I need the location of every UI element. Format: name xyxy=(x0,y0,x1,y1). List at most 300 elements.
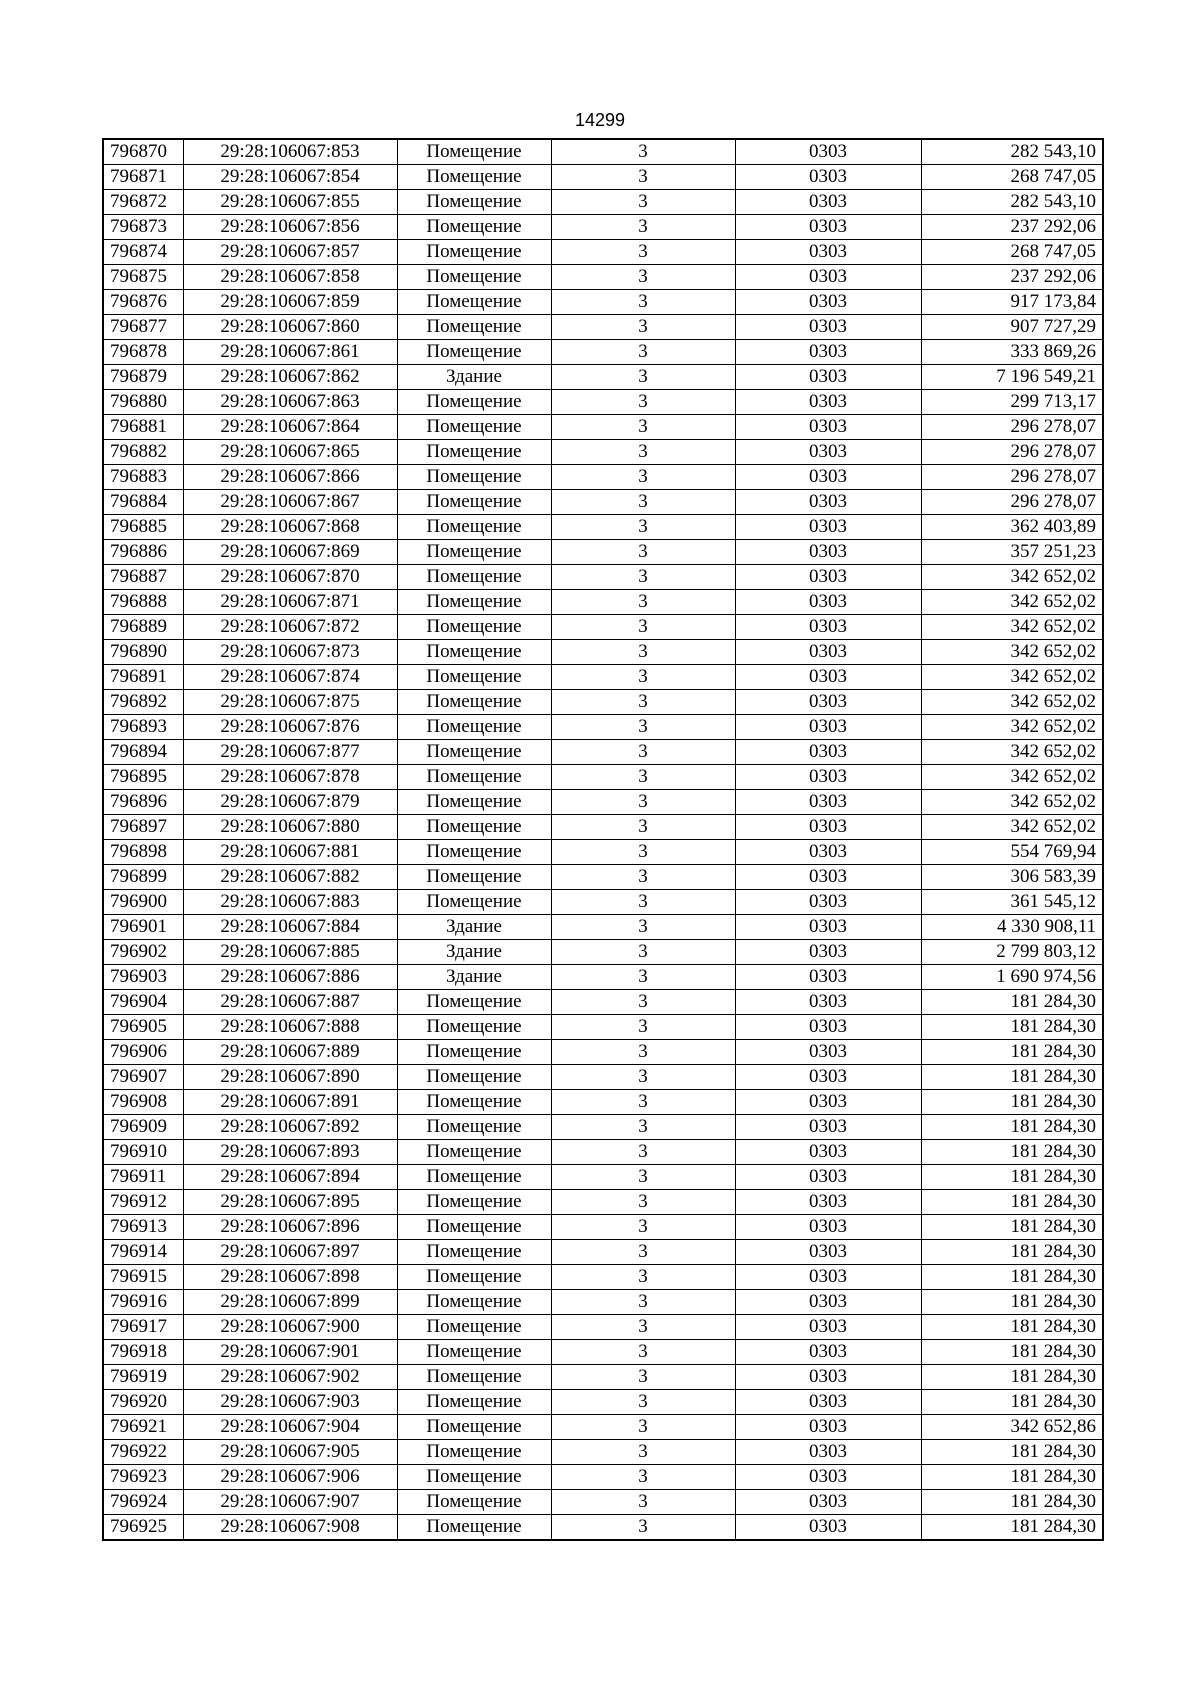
code-cell: 3 xyxy=(551,690,735,715)
object-type-cell: Помещение xyxy=(397,215,551,240)
code-cell: 3 xyxy=(551,840,735,865)
table-row xyxy=(103,1190,1103,1215)
okato-cell: 0303 xyxy=(735,740,921,765)
cadastral-number-cell: 29:28:106067:872 xyxy=(183,615,397,640)
cadastral-value-cell: 907 727,29 xyxy=(921,315,1103,340)
okato-cell: 0303 xyxy=(735,190,921,215)
object-type-cell: Помещение xyxy=(397,565,551,590)
code-cell: 3 xyxy=(551,640,735,665)
table-row xyxy=(103,815,1103,840)
table-row xyxy=(103,1140,1103,1165)
cadastral-value-cell: 181 284,30 xyxy=(921,1290,1103,1315)
object-type-cell: Помещение xyxy=(397,665,551,690)
cadastral-number-cell: 29:28:106067:881 xyxy=(183,840,397,865)
code-cell: 3 xyxy=(551,1240,735,1265)
cadastral-value-cell: 181 284,30 xyxy=(921,1190,1103,1215)
code-cell: 3 xyxy=(551,1215,735,1240)
cadastral-number-cell: 29:28:106067:875 xyxy=(183,690,397,715)
row-number-cell: 796902 xyxy=(103,940,183,965)
object-type-cell: Здание xyxy=(397,915,551,940)
cadastral-number-cell: 29:28:106067:883 xyxy=(183,890,397,915)
code-cell: 3 xyxy=(551,1465,735,1490)
cadastral-number-cell: 29:28:106067:889 xyxy=(183,1040,397,1065)
table-row xyxy=(103,1215,1103,1240)
object-type-cell: Помещение xyxy=(397,615,551,640)
code-cell: 3 xyxy=(551,990,735,1015)
object-type-cell: Помещение xyxy=(397,515,551,540)
object-type-cell: Помещение xyxy=(397,240,551,265)
okato-cell: 0303 xyxy=(735,940,921,965)
object-type-cell: Помещение xyxy=(397,990,551,1015)
object-type-cell: Помещение xyxy=(397,1240,551,1265)
code-cell: 3 xyxy=(551,365,735,390)
cadastral-value-cell: 181 284,30 xyxy=(921,1265,1103,1290)
cadastral-number-cell: 29:28:106067:871 xyxy=(183,590,397,615)
cadastral-number-cell: 29:28:106067:874 xyxy=(183,665,397,690)
row-number-cell: 796882 xyxy=(103,440,183,465)
cadastral-number-cell: 29:28:106067:906 xyxy=(183,1465,397,1490)
row-number-cell: 796893 xyxy=(103,715,183,740)
row-number-cell: 796894 xyxy=(103,740,183,765)
table-row xyxy=(103,715,1103,740)
object-type-cell: Помещение xyxy=(397,1315,551,1340)
row-number-cell: 796923 xyxy=(103,1465,183,1490)
page-number: 14299 xyxy=(574,110,626,130)
cadastral-value-cell: 296 278,07 xyxy=(921,440,1103,465)
code-cell: 3 xyxy=(551,815,735,840)
object-type-cell: Помещение xyxy=(397,790,551,815)
okato-cell: 0303 xyxy=(735,440,921,465)
table-row xyxy=(103,1240,1103,1265)
okato-cell: 0303 xyxy=(735,490,921,515)
table-row xyxy=(103,965,1103,990)
okato-cell: 0303 xyxy=(735,1490,921,1515)
row-number-cell: 796924 xyxy=(103,1490,183,1515)
object-type-cell: Помещение xyxy=(397,815,551,840)
code-cell: 3 xyxy=(551,665,735,690)
object-type-cell: Помещение xyxy=(397,765,551,790)
object-type-cell: Помещение xyxy=(397,1290,551,1315)
table-row xyxy=(103,990,1103,1015)
cadastral-value-cell: 1 690 974,56 xyxy=(921,965,1103,990)
cadastral-number-cell: 29:28:106067:856 xyxy=(183,215,397,240)
okato-cell: 0303 xyxy=(735,515,921,540)
cadastral-number-cell: 29:28:106067:865 xyxy=(183,440,397,465)
object-type-cell: Помещение xyxy=(397,1190,551,1215)
okato-cell: 0303 xyxy=(735,1215,921,1240)
cadastral-value-cell: 282 543,10 xyxy=(921,190,1103,215)
cadastral-number-cell: 29:28:106067:907 xyxy=(183,1490,397,1515)
object-type-cell: Помещение xyxy=(397,190,551,215)
okato-cell: 0303 xyxy=(735,1140,921,1165)
table-row xyxy=(103,340,1103,365)
code-cell: 3 xyxy=(551,1115,735,1140)
code-cell: 3 xyxy=(551,1290,735,1315)
cadastral-value-cell: 181 284,30 xyxy=(921,1340,1103,1365)
object-type-cell: Помещение xyxy=(397,1465,551,1490)
code-cell: 3 xyxy=(551,615,735,640)
row-number-cell: 796901 xyxy=(103,915,183,940)
object-type-cell: Помещение xyxy=(397,165,551,190)
okato-cell: 0303 xyxy=(735,765,921,790)
okato-cell: 0303 xyxy=(735,1340,921,1365)
object-type-cell: Помещение xyxy=(397,290,551,315)
row-number-cell: 796891 xyxy=(103,665,183,690)
cadastral-value-cell: 361 545,12 xyxy=(921,890,1103,915)
row-number-cell: 796909 xyxy=(103,1115,183,1140)
object-type-cell: Помещение xyxy=(397,1415,551,1440)
code-cell: 3 xyxy=(551,1165,735,1190)
code-cell: 3 xyxy=(551,1490,735,1515)
row-number-cell: 796905 xyxy=(103,1015,183,1040)
cadastral-number-cell: 29:28:106067:884 xyxy=(183,915,397,940)
object-type-cell: Помещение xyxy=(397,1015,551,1040)
row-number-cell: 796903 xyxy=(103,965,183,990)
okato-cell: 0303 xyxy=(735,665,921,690)
okato-cell: 0303 xyxy=(735,715,921,740)
cadastral-number-cell: 29:28:106067:905 xyxy=(183,1440,397,1465)
object-type-cell: Помещение xyxy=(397,1490,551,1515)
cadastral-value-cell: 333 869,26 xyxy=(921,340,1103,365)
cadastral-value-cell: 357 251,23 xyxy=(921,540,1103,565)
code-cell: 3 xyxy=(551,890,735,915)
object-type-cell: Помещение xyxy=(397,265,551,290)
object-type-cell: Помещение xyxy=(397,715,551,740)
code-cell: 3 xyxy=(551,340,735,365)
cadastral-value-cell: 296 278,07 xyxy=(921,415,1103,440)
okato-cell: 0303 xyxy=(735,840,921,865)
code-cell: 3 xyxy=(551,565,735,590)
row-number-cell: 796908 xyxy=(103,1090,183,1115)
code-cell: 3 xyxy=(551,265,735,290)
okato-cell: 0303 xyxy=(735,1090,921,1115)
cadastral-number-cell: 29:28:106067:855 xyxy=(183,190,397,215)
cadastral-value-cell: 181 284,30 xyxy=(921,1390,1103,1415)
okato-cell: 0303 xyxy=(735,290,921,315)
cadastral-value-cell: 296 278,07 xyxy=(921,465,1103,490)
okato-cell: 0303 xyxy=(735,1240,921,1265)
okato-cell: 0303 xyxy=(735,1190,921,1215)
cadastral-value-cell: 237 292,06 xyxy=(921,265,1103,290)
cadastral-value-cell: 342 652,86 xyxy=(921,1415,1103,1440)
code-cell: 3 xyxy=(551,440,735,465)
cadastral-value-cell: 342 652,02 xyxy=(921,590,1103,615)
cadastral-value-table xyxy=(102,138,1104,1541)
cadastral-value-cell: 362 403,89 xyxy=(921,515,1103,540)
table-row xyxy=(103,590,1103,615)
code-cell: 3 xyxy=(551,1065,735,1090)
table-row xyxy=(103,365,1103,390)
cadastral-number-cell: 29:28:106067:894 xyxy=(183,1165,397,1190)
okato-cell: 0303 xyxy=(735,1040,921,1065)
table-row xyxy=(103,565,1103,590)
table-row xyxy=(103,1440,1103,1465)
cadastral-value-cell: 237 292,06 xyxy=(921,215,1103,240)
cadastral-number-cell: 29:28:106067:879 xyxy=(183,790,397,815)
row-number-cell: 796921 xyxy=(103,1415,183,1440)
cadastral-value-cell: 181 284,30 xyxy=(921,1215,1103,1240)
row-number-cell: 796874 xyxy=(103,240,183,265)
cadastral-number-cell: 29:28:106067:866 xyxy=(183,465,397,490)
table-row xyxy=(103,390,1103,415)
okato-cell: 0303 xyxy=(735,790,921,815)
row-number-cell: 796875 xyxy=(103,265,183,290)
row-number-cell: 796913 xyxy=(103,1215,183,1240)
object-type-cell: Помещение xyxy=(397,1215,551,1240)
okato-cell: 0303 xyxy=(735,865,921,890)
table-row xyxy=(103,240,1103,265)
cadastral-value-cell: 342 652,02 xyxy=(921,665,1103,690)
okato-cell: 0303 xyxy=(735,1115,921,1140)
row-number-cell: 796898 xyxy=(103,840,183,865)
row-number-cell: 796872 xyxy=(103,190,183,215)
row-number-cell: 796896 xyxy=(103,790,183,815)
object-type-cell: Помещение xyxy=(397,590,551,615)
row-number-cell: 796916 xyxy=(103,1290,183,1315)
row-number-cell: 796920 xyxy=(103,1390,183,1415)
cadastral-value-cell: 181 284,30 xyxy=(921,1315,1103,1340)
row-number-cell: 796897 xyxy=(103,815,183,840)
object-type-cell: Здание xyxy=(397,940,551,965)
table-row xyxy=(103,415,1103,440)
okato-cell: 0303 xyxy=(735,1065,921,1090)
row-number-cell: 796925 xyxy=(103,1515,183,1541)
table-row xyxy=(103,440,1103,465)
cadastral-value-cell: 181 284,30 xyxy=(921,1040,1103,1065)
table-row xyxy=(103,1315,1103,1340)
object-type-cell: Помещение xyxy=(397,1390,551,1415)
cadastral-value-cell: 181 284,30 xyxy=(921,1490,1103,1515)
cadastral-number-cell: 29:28:106067:862 xyxy=(183,365,397,390)
object-type-cell: Помещение xyxy=(397,139,551,165)
cadastral-number-cell: 29:28:106067:888 xyxy=(183,1015,397,1040)
code-cell: 3 xyxy=(551,490,735,515)
table-row xyxy=(103,515,1103,540)
table-row xyxy=(103,540,1103,565)
code-cell: 3 xyxy=(551,240,735,265)
okato-cell: 0303 xyxy=(735,390,921,415)
cadastral-number-cell: 29:28:106067:899 xyxy=(183,1290,397,1315)
object-type-cell: Помещение xyxy=(397,740,551,765)
code-cell: 3 xyxy=(551,139,735,165)
cadastral-value-cell: 7 196 549,21 xyxy=(921,365,1103,390)
okato-cell: 0303 xyxy=(735,240,921,265)
cadastral-value-cell: 917 173,84 xyxy=(921,290,1103,315)
table-row xyxy=(103,940,1103,965)
row-number-cell: 796910 xyxy=(103,1140,183,1165)
row-number-cell: 796885 xyxy=(103,515,183,540)
row-number-cell: 796899 xyxy=(103,865,183,890)
code-cell: 3 xyxy=(551,1340,735,1365)
cadastral-number-cell: 29:28:106067:895 xyxy=(183,1190,397,1215)
okato-cell: 0303 xyxy=(735,315,921,340)
object-type-cell: Помещение xyxy=(397,1115,551,1140)
cadastral-value-cell: 181 284,30 xyxy=(921,1240,1103,1265)
row-number-cell: 796890 xyxy=(103,640,183,665)
table-row xyxy=(103,915,1103,940)
cadastral-number-cell: 29:28:106067:857 xyxy=(183,240,397,265)
cadastral-number-cell: 29:28:106067:897 xyxy=(183,1240,397,1265)
table-row xyxy=(103,1165,1103,1190)
row-number-cell: 796870 xyxy=(103,139,183,165)
cadastral-number-cell: 29:28:106067:868 xyxy=(183,515,397,540)
cadastral-value-cell: 342 652,02 xyxy=(921,640,1103,665)
object-type-cell: Помещение xyxy=(397,465,551,490)
cadastral-value-cell: 181 284,30 xyxy=(921,1440,1103,1465)
cadastral-value-cell: 342 652,02 xyxy=(921,690,1103,715)
okato-cell: 0303 xyxy=(735,265,921,290)
okato-cell: 0303 xyxy=(735,1265,921,1290)
table-row xyxy=(103,1290,1103,1315)
code-cell: 3 xyxy=(551,740,735,765)
okato-cell: 0303 xyxy=(735,690,921,715)
row-number-cell: 796895 xyxy=(103,765,183,790)
cadastral-number-cell: 29:28:106067:901 xyxy=(183,1340,397,1365)
cadastral-number-cell: 29:28:106067:898 xyxy=(183,1265,397,1290)
row-number-cell: 796884 xyxy=(103,490,183,515)
row-number-cell: 796915 xyxy=(103,1265,183,1290)
cadastral-value-cell: 342 652,02 xyxy=(921,765,1103,790)
row-number-cell: 796917 xyxy=(103,1315,183,1340)
code-cell: 3 xyxy=(551,1440,735,1465)
okato-cell: 0303 xyxy=(735,1465,921,1490)
table-row xyxy=(103,1365,1103,1390)
cadastral-value-cell: 342 652,02 xyxy=(921,615,1103,640)
object-type-cell: Помещение xyxy=(397,315,551,340)
object-type-cell: Помещение xyxy=(397,490,551,515)
row-number-cell: 796906 xyxy=(103,1040,183,1065)
table-row xyxy=(103,790,1103,815)
okato-cell: 0303 xyxy=(735,615,921,640)
object-type-cell: Помещение xyxy=(397,1165,551,1190)
cadastral-number-cell: 29:28:106067:869 xyxy=(183,540,397,565)
okato-cell: 0303 xyxy=(735,1015,921,1040)
code-cell: 3 xyxy=(551,915,735,940)
okato-cell: 0303 xyxy=(735,1365,921,1390)
cadastral-value-cell: 268 747,05 xyxy=(921,240,1103,265)
cadastral-value-cell: 181 284,30 xyxy=(921,990,1103,1015)
cadastral-number-cell: 29:28:106067:864 xyxy=(183,415,397,440)
cadastral-value-cell: 342 652,02 xyxy=(921,790,1103,815)
cadastral-number-cell: 29:28:106067:878 xyxy=(183,765,397,790)
row-number-cell: 796914 xyxy=(103,1240,183,1265)
cadastral-value-cell: 181 284,30 xyxy=(921,1065,1103,1090)
object-type-cell: Помещение xyxy=(397,1515,551,1541)
row-number-cell: 796922 xyxy=(103,1440,183,1465)
okato-cell: 0303 xyxy=(735,1315,921,1340)
cadastral-value-cell: 181 284,30 xyxy=(921,1015,1103,1040)
row-number-cell: 796900 xyxy=(103,890,183,915)
cadastral-number-cell: 29:28:106067:880 xyxy=(183,815,397,840)
object-type-cell: Помещение xyxy=(397,1065,551,1090)
cadastral-value-cell: 342 652,02 xyxy=(921,815,1103,840)
cadastral-number-cell: 29:28:106067:867 xyxy=(183,490,397,515)
object-type-cell: Помещение xyxy=(397,415,551,440)
cadastral-number-cell: 29:28:106067:903 xyxy=(183,1390,397,1415)
okato-cell: 0303 xyxy=(735,540,921,565)
okato-cell: 0303 xyxy=(735,415,921,440)
cadastral-value-cell: 181 284,30 xyxy=(921,1365,1103,1390)
row-number-cell: 796889 xyxy=(103,615,183,640)
code-cell: 3 xyxy=(551,290,735,315)
okato-cell: 0303 xyxy=(735,365,921,390)
code-cell: 3 xyxy=(551,1265,735,1290)
cadastral-number-cell: 29:28:106067:890 xyxy=(183,1065,397,1090)
object-type-cell: Помещение xyxy=(397,840,551,865)
cadastral-number-cell: 29:28:106067:887 xyxy=(183,990,397,1015)
table-row xyxy=(103,315,1103,340)
cadastral-value-cell: 282 543,10 xyxy=(921,139,1103,165)
cadastral-number-cell: 29:28:106067:870 xyxy=(183,565,397,590)
cadastral-number-cell: 29:28:106067:854 xyxy=(183,165,397,190)
cadastral-value-cell: 181 284,30 xyxy=(921,1165,1103,1190)
cadastral-number-cell: 29:28:106067:891 xyxy=(183,1090,397,1115)
row-number-cell: 796886 xyxy=(103,540,183,565)
table-row xyxy=(103,1040,1103,1065)
code-cell: 3 xyxy=(551,390,735,415)
table-row xyxy=(103,890,1103,915)
table-row xyxy=(103,840,1103,865)
cadastral-number-cell: 29:28:106067:882 xyxy=(183,865,397,890)
row-number-cell: 796876 xyxy=(103,290,183,315)
object-type-cell: Здание xyxy=(397,965,551,990)
row-number-cell: 796873 xyxy=(103,215,183,240)
table-row xyxy=(103,1115,1103,1140)
object-type-cell: Помещение xyxy=(397,340,551,365)
table-row xyxy=(103,290,1103,315)
code-cell: 3 xyxy=(551,1390,735,1415)
okato-cell: 0303 xyxy=(735,1440,921,1465)
row-number-cell: 796883 xyxy=(103,465,183,490)
object-type-cell: Помещение xyxy=(397,640,551,665)
object-type-cell: Здание xyxy=(397,365,551,390)
table-row xyxy=(103,1065,1103,1090)
cadastral-number-cell: 29:28:106067:886 xyxy=(183,965,397,990)
cadastral-number-cell: 29:28:106067:861 xyxy=(183,340,397,365)
table-row xyxy=(103,1265,1103,1290)
okato-cell: 0303 xyxy=(735,990,921,1015)
code-cell: 3 xyxy=(551,1365,735,1390)
code-cell: 3 xyxy=(551,715,735,740)
code-cell: 3 xyxy=(551,515,735,540)
okato-cell: 0303 xyxy=(735,165,921,190)
code-cell: 3 xyxy=(551,1515,735,1541)
cadastral-number-cell: 29:28:106067:892 xyxy=(183,1115,397,1140)
row-number-cell: 796887 xyxy=(103,565,183,590)
cadastral-number-cell: 29:28:106067:863 xyxy=(183,390,397,415)
table-row xyxy=(103,740,1103,765)
okato-cell: 0303 xyxy=(735,590,921,615)
code-cell: 3 xyxy=(551,1315,735,1340)
object-type-cell: Помещение xyxy=(397,1265,551,1290)
cadastral-number-cell: 29:28:106067:873 xyxy=(183,640,397,665)
table-row xyxy=(103,1015,1103,1040)
cadastral-number-cell: 29:28:106067:877 xyxy=(183,740,397,765)
code-cell: 3 xyxy=(551,465,735,490)
cadastral-value-cell: 342 652,02 xyxy=(921,565,1103,590)
okato-cell: 0303 xyxy=(735,815,921,840)
table-row xyxy=(103,640,1103,665)
code-cell: 3 xyxy=(551,1190,735,1215)
code-cell: 3 xyxy=(551,415,735,440)
cadastral-number-cell: 29:28:106067:858 xyxy=(183,265,397,290)
object-type-cell: Помещение xyxy=(397,1440,551,1465)
row-number-cell: 796912 xyxy=(103,1190,183,1215)
row-number-cell: 796881 xyxy=(103,415,183,440)
table-row xyxy=(103,190,1103,215)
cadastral-value-cell: 299 713,17 xyxy=(921,390,1103,415)
code-cell: 3 xyxy=(551,165,735,190)
